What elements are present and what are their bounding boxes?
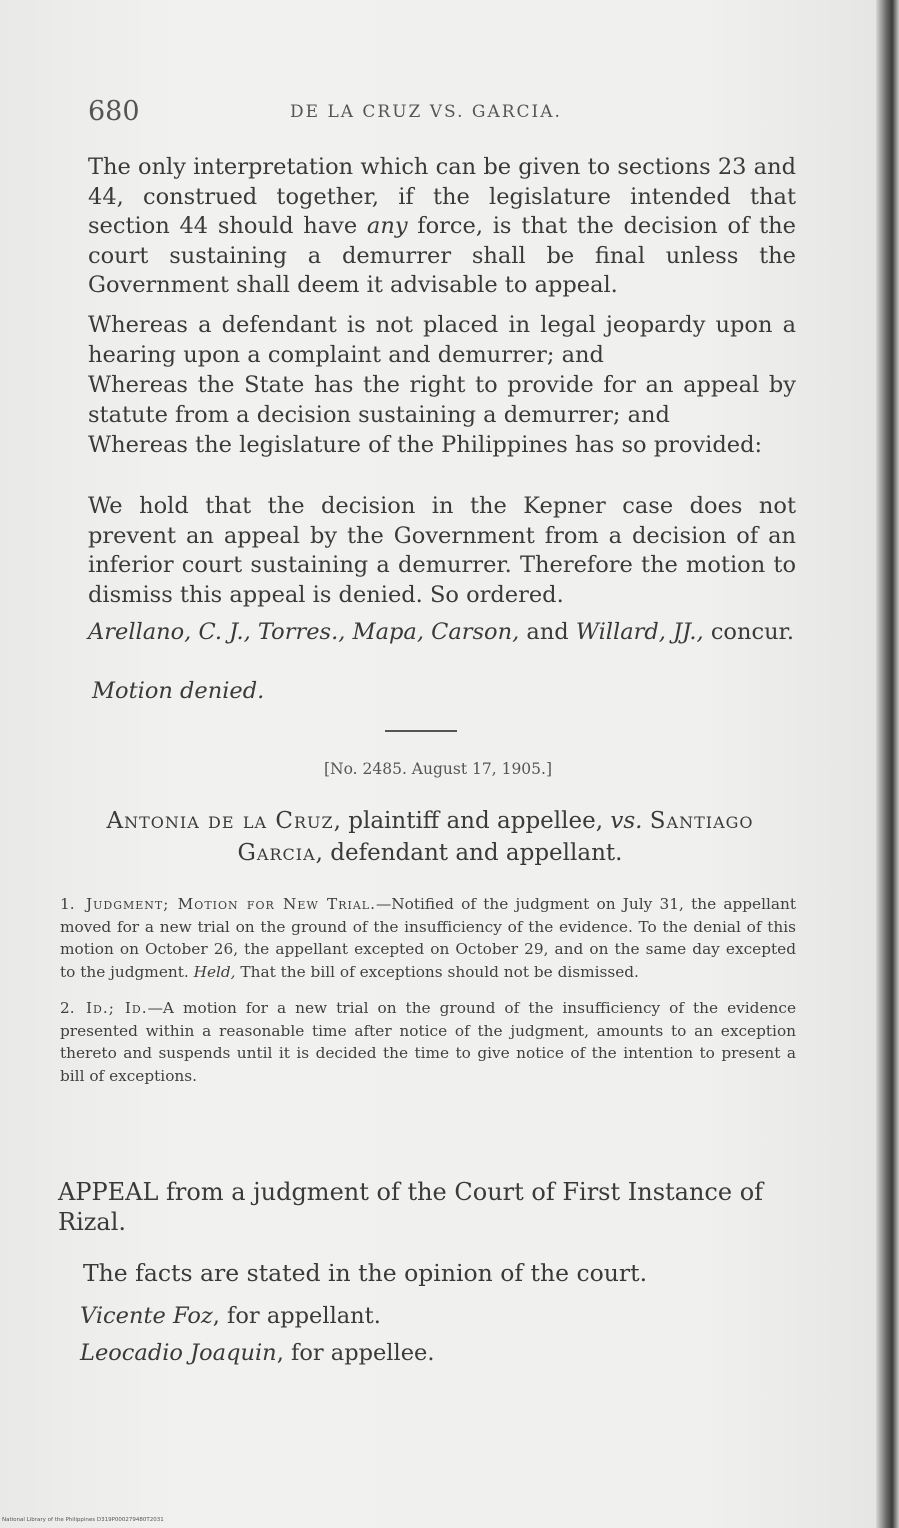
defendant-name: Santiago Garcia: [237, 808, 754, 866]
plaintiff-name: Antonia de la Cruz: [106, 808, 334, 834]
facts-statement: The facts are stated in the opinion of the court.: [83, 1259, 648, 1287]
paragraph-whereas-jeopardy: Whereas a defendant is not placed in legal jeopardy upon a hearing upon a complaint and demurrer; and: [88, 312, 796, 368]
disposition: Motion denied.: [92, 678, 265, 704]
appeal-statement: APPEAL from a judgment of the Court of First Instance of Rizal.: [58, 1178, 764, 1236]
docket-line: [No. 2485. August 17, 1905.]: [323, 760, 552, 778]
headnote: 1. Judgment; Motion for New Trial.—Notified of the judgment on July 31, the appellant moved for a new trial on the ground of the insufficiency of the evidence. To the denial of this motion on October 26, the appellant excepted on October 29, and on the same day excepted to the judgment. Held, That the bill of exceptions should not be dismissed.: [60, 895, 797, 981]
paragraph-whereas-state: Whereas the State has the right to provide for an appeal by statute from a decision sustaining a demurrer; and: [88, 372, 796, 428]
page-number: 680: [88, 96, 140, 127]
counsel-appellant: Vicente Foz, for appellant.: [80, 1303, 381, 1329]
scan-footer: National Library of the Philippines D319P000279480T2031: [2, 1517, 164, 1523]
page-edge: [876, 0, 899, 1528]
paragraph-concurrence: Arellano, C. J., Torres., Mapa, Carson, and Willard, JJ., concur.: [88, 619, 794, 645]
headnote-caption: Id.; Id.: [86, 999, 148, 1017]
headnote: 2. Id.; Id.—A motion for a new trial on the ground of the insufficiency of the evidence presented within a reasonable time after notice of the judgment, amounts to an exception thereto and suspends until it is decided the time to give notice of the intention to present a bill of exceptions.: [60, 999, 797, 1085]
paragraph-whereas-legislature: Whereas the legislature of the Philippines has so provided:: [88, 432, 763, 458]
running-title: DE LA CRUZ VS. GARCIA.: [290, 102, 562, 122]
counsel-appellee: Leocadio Joaquin, for appellee.: [80, 1340, 435, 1366]
section-divider: [385, 730, 457, 732]
headnote-caption: Judgment; Motion for New Trial.: [86, 895, 376, 913]
case-title: Antonia de la Cruz, plaintiff and appellee, vs. Santiago Garcia, defendant and appellant.: [106, 808, 754, 866]
paragraph-holding: We hold that the decision in the Kepner case does not prevent an appeal by the Government from a decision of an inferior court sustaining a demurrer. Therefore the motion to dismiss this appeal is denied. So ordered.: [88, 493, 796, 608]
paragraph-interpretation: The only interpretation which can be given to sections 23 and 44, construed together, if the legislature intended that section 44 should have any force, is that the decision of the court sustaining a demurrer shall be final unless the Government shall deem it advisable to appeal.: [88, 154, 796, 298]
